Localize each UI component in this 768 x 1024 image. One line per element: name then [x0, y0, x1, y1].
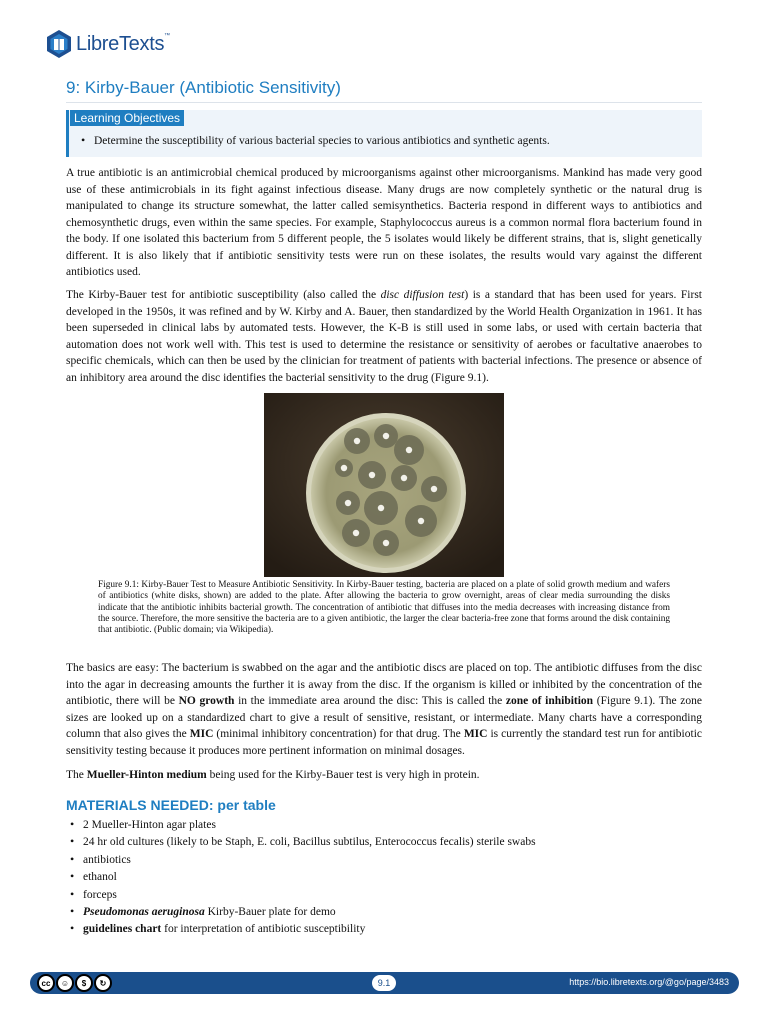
learning-objective-item: • Determine the susceptibility of various bacterial species to various antibiotics and synthetic agents.	[81, 133, 550, 148]
libretexts-logo-icon	[45, 29, 73, 59]
learning-objectives-box	[66, 110, 702, 157]
libretexts-logo[interactable]	[45, 28, 170, 60]
cc-icon: cc	[37, 974, 55, 992]
page-url-link[interactable]: https://bio.libretexts.org/@go/page/3483	[569, 977, 729, 987]
by-icon: ☺	[56, 974, 74, 992]
paragraph-intro: A true antibiotic is an antimicrobial chemical produced by microorganisms against other microorganisms. Mankind has made very good use of these antimicrobials in its fight against infectious disease. Many drugs are now completely synthetic or the natural drug is manipulated to change its structure somewhat, the latter called semisynthetics. Bacteria respond in different ways to antibiotics and chemosynthetic drugs, even within the same species. For example, Staphylococcus aureus is a common normal flora bacterium found in the body. If one isolated this bacterium from 5 different people, the 5 isolates would likely be different strains, that is, slight genetically different. It is also likely that if antibiotic sensitivity tests were run on these isolates, the results would vary against the different antibiotics used.	[66, 167, 702, 278]
list-item: • Pseudomonas aeruginosa Kirby-Bauer plate for demo	[66, 903, 536, 920]
learning-objectives-heading: Learning Objectives	[70, 110, 184, 126]
page-number: 9.1	[372, 975, 396, 991]
license-badge[interactable]	[37, 974, 112, 992]
figure-caption: Figure 9.1: Kirby-Bauer Test to Measure Antibiotic Sensitivity. In Kirby-Bauer testing, bacteria are placed on a plate of solid growth medium and wafers of antibiotics (white disks, shown) are added to the plate. After allowing the bacteria to grow overnight, areas of clear media surrounding the disks indicate that the antibiotic inhibits bacterial growth. The concentration of antibiotic that diffuses into the media decreases with increasing distance from the source. Therefore, the more sensitive the bacteria are to a given antibiotic, the larger the clear bacteria-free zone that forms around the disk containing that antibiotic. (Public domain; via Wikipedia).	[98, 580, 670, 636]
materials-list	[66, 816, 536, 938]
materials-heading: MATERIALS NEEDED: per table	[66, 797, 276, 813]
list-item: • ethanol	[66, 868, 536, 885]
brand-name: LibreTexts™	[76, 32, 170, 55]
page-title: 9: Kirby-Bauer (Antibiotic Sensitivity)	[66, 78, 702, 103]
page-footer	[30, 972, 739, 994]
paragraph-medium: The Mueller-Hinton medium being used for the Kirby-Bauer test is very high in protein.	[66, 769, 480, 781]
list-item: • 24 hr old cultures (likely to be Staph, E. coli, Bacillus subtilus, Enterococcus fecalis) sterile swabs	[66, 833, 536, 850]
list-item: • forceps	[66, 886, 536, 903]
paragraph-kirby-bauer: The Kirby-Bauer test for antibiotic susceptibility (also called the disc diffusion test) is a standard that has been used for years. First developed in the 1950s, it was refined and by W. Kirby and A. Bauer, then standardized by the World Health Organization in 1961. It has been superseded in clinical labs by automated tests. However, the K-B is still used in some labs, or used with certain bacteria that automation does not work well with. This test is used to determine the resistance or sensitivity of aerobes or facultative anaerobes to specific chemicals, which can then be used by the clinician for treatment of patients with bacterial infections. The presence or absence of an inhibitory area around the disc identifies the bacterial sensitivity to the drug (Figure 9.1).	[66, 289, 703, 384]
list-item: • guidelines chart for interpretation of antibiotic susceptibility	[66, 920, 536, 937]
paragraph-basics: The basics are easy: The bacterium is swabbed on the agar and the antibiotic discs are placed on top. The antibiotic diffuses from the disc into the agar in decreasing amounts the further it is away from the disc. If the organism is killed or inhibited by the concentration of the antibiotic, there will be NO growth in the immediate area around the disc: This is called the zone of inhibition (Figure 9.1). The zone sizes are looked up on a standardized chart to give a result of sensitive, resistant, or intermediate. Many charts have a corresponding column that also gives the MIC (minimal inhibitory concentration) for that drug. The MIC is currently the standard test run for antibiotic sensitivity testing because it produces more pertinent information on minimal dosages.	[66, 662, 702, 757]
nc-icon: $	[75, 974, 93, 992]
list-item: • antibiotics	[66, 851, 536, 868]
kirby-bauer-plate-photo	[264, 393, 504, 577]
list-item: • 2 Mueller-Hinton agar plates	[66, 816, 536, 833]
sa-icon: ↻	[94, 974, 112, 992]
